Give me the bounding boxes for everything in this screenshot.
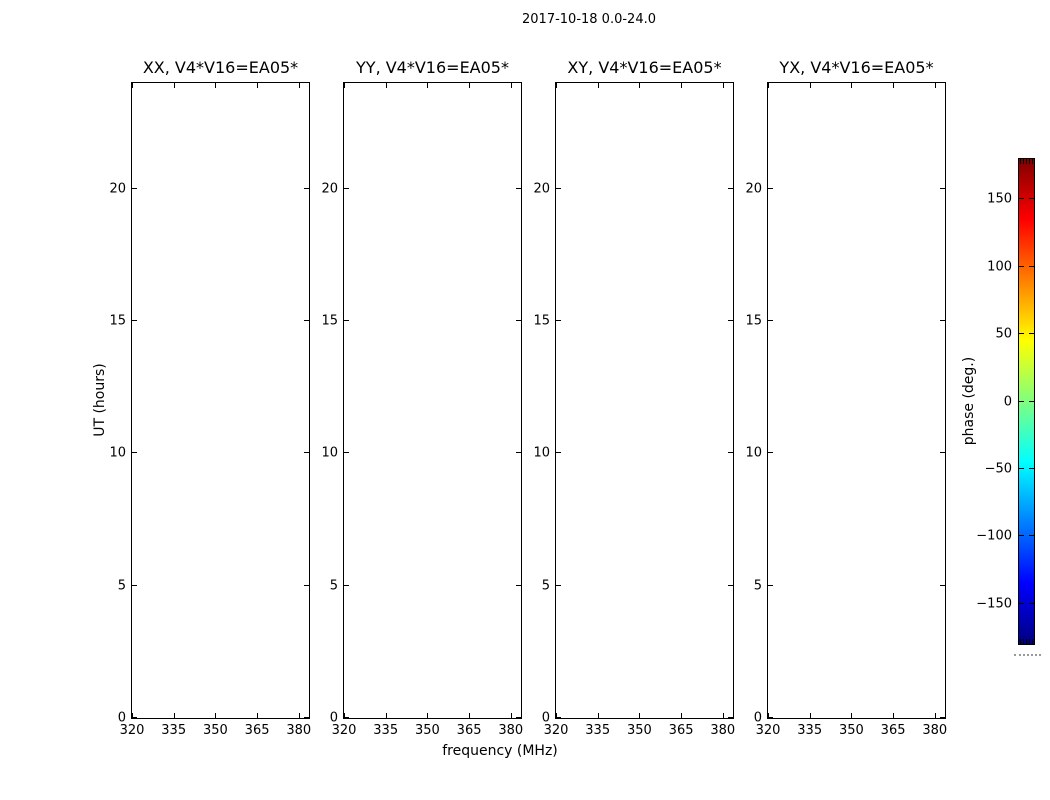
tick-mark	[1019, 333, 1024, 334]
tick-mark	[940, 320, 945, 321]
tick-mark	[556, 585, 561, 586]
tick-mark	[556, 83, 557, 88]
colorbar-tick-label: 50	[995, 326, 1012, 342]
tick-mark	[598, 713, 599, 718]
tick-mark	[132, 717, 137, 718]
tick-mark	[723, 83, 724, 88]
tick-mark	[768, 717, 773, 718]
x-tick-label: 350	[838, 723, 864, 738]
y-tick-label: 10	[321, 445, 338, 461]
colorbar-dotted-line	[1014, 654, 1041, 656]
tick-mark	[1029, 535, 1034, 536]
tick-mark	[768, 83, 769, 88]
x-tick-label: 335	[373, 723, 399, 738]
tick-mark	[940, 452, 945, 453]
tick-mark	[893, 83, 894, 88]
tick-mark	[304, 717, 309, 718]
tick-mark	[469, 83, 470, 88]
tick-mark	[304, 188, 309, 189]
tick-mark	[681, 713, 682, 718]
tick-mark	[1023, 159, 1024, 164]
y-tick-label: 20	[109, 181, 126, 197]
y-tick-label: 15	[109, 313, 126, 329]
tick-mark	[810, 83, 811, 88]
tick-mark	[1029, 639, 1030, 644]
tick-mark	[1019, 401, 1024, 402]
tick-mark	[427, 713, 428, 718]
tick-mark	[344, 585, 349, 586]
subplot-xy-title: XY, V4*V16=EA05*	[567, 58, 722, 77]
x-tick-label: 335	[585, 723, 611, 738]
tick-mark	[556, 717, 561, 718]
tick-mark	[556, 188, 561, 189]
tick-mark	[132, 188, 137, 189]
tick-mark	[1029, 266, 1034, 267]
tick-mark	[132, 320, 137, 321]
y-tick-labels	[745, 83, 945, 726]
tick-mark	[935, 83, 936, 88]
x-axis-label: frequency (MHz)	[442, 743, 558, 759]
tick-mark	[728, 585, 733, 586]
y-tick-label: 5	[541, 578, 550, 594]
x-tick-label: 320	[755, 723, 781, 738]
colorbar-tick-label: 0	[1003, 394, 1012, 409]
x-tick-label: 380	[922, 723, 948, 738]
y-tick-labels	[109, 83, 309, 726]
x-tick-label: 365	[244, 723, 270, 738]
tick-mark	[304, 320, 309, 321]
y-tick-labels	[533, 83, 733, 726]
colorbar-tick-label: 100	[987, 259, 1012, 275]
tick-mark	[728, 188, 733, 189]
tick-mark	[386, 83, 387, 88]
tick-mark	[810, 713, 811, 718]
subplot-yy	[321, 58, 524, 738]
tick-mark	[511, 713, 512, 718]
subplot-xx-title: XX, V4*V16=EA05*	[142, 58, 299, 77]
tick-mark	[768, 452, 773, 453]
y-tick-label: 0	[117, 710, 126, 726]
y-tick-label: 10	[533, 445, 550, 461]
tick-mark	[940, 717, 945, 718]
y-tick-label: 15	[745, 313, 762, 329]
tick-mark	[851, 713, 852, 718]
tick-mark	[516, 452, 521, 453]
x-tick-label: 380	[710, 723, 736, 738]
x-tick-label: 320	[119, 723, 145, 738]
tick-mark	[299, 713, 300, 718]
y-tick-label: 20	[745, 181, 762, 197]
tick-mark	[1019, 535, 1024, 536]
tick-mark	[304, 452, 309, 453]
tick-mark	[681, 83, 682, 88]
x-tick-label: 365	[456, 723, 482, 738]
subplot-xy	[533, 58, 736, 738]
x-tick-label: 350	[414, 723, 440, 738]
tick-mark	[940, 585, 945, 586]
figure-title: 2017-10-18 0.0-24.0	[522, 12, 656, 27]
tick-mark	[556, 320, 561, 321]
tick-mark	[469, 713, 470, 718]
x-tick-labels	[331, 83, 524, 738]
tick-mark	[723, 713, 724, 718]
tick-mark	[257, 713, 258, 718]
y-tick-label: 15	[533, 313, 550, 329]
tick-mark	[1019, 468, 1024, 469]
colorbar-axis-label: phase (deg.)	[961, 356, 977, 446]
tick-mark	[940, 188, 945, 189]
tick-mark	[1019, 266, 1024, 267]
tick-mark	[174, 713, 175, 718]
colorbar-tick-labels	[976, 159, 1034, 644]
x-tick-labels	[119, 83, 312, 738]
tick-mark	[1020, 639, 1021, 644]
colorbar-tick-label: −100	[976, 528, 1012, 544]
tick-mark	[768, 585, 773, 586]
y-tick-label: 5	[329, 578, 338, 594]
tick-mark	[215, 713, 216, 718]
tick-mark	[132, 83, 133, 88]
tick-mark	[639, 713, 640, 718]
tick-mark	[851, 83, 852, 88]
x-tick-label: 365	[880, 723, 906, 738]
colorbar-tick-label: 150	[987, 191, 1012, 207]
y-tick-label: 0	[753, 710, 762, 726]
tick-mark	[893, 713, 894, 718]
x-tick-label: 350	[202, 723, 228, 738]
tick-mark	[344, 320, 349, 321]
x-tick-label: 365	[668, 723, 694, 738]
y-tick-labels	[321, 83, 521, 726]
tick-mark	[344, 717, 349, 718]
tick-mark	[935, 713, 936, 718]
tick-mark	[516, 585, 521, 586]
tick-mark	[1029, 159, 1030, 164]
y-tick-label: 20	[321, 181, 338, 197]
tick-mark	[1032, 639, 1033, 644]
tick-mark	[728, 452, 733, 453]
y-tick-label: 5	[753, 578, 762, 594]
tick-mark	[598, 83, 599, 88]
tick-mark	[344, 452, 349, 453]
y-axis-label: UT (hours)	[92, 363, 108, 437]
x-tick-label: 380	[286, 723, 312, 738]
tick-mark	[516, 320, 521, 321]
tick-mark	[344, 83, 345, 88]
y-tick-label: 10	[109, 445, 126, 461]
tick-mark	[768, 320, 773, 321]
tick-mark	[768, 188, 773, 189]
tick-mark	[728, 320, 733, 321]
colorbar-tick-label: −50	[984, 461, 1012, 477]
x-tick-label: 320	[331, 723, 357, 738]
tick-mark	[257, 83, 258, 88]
tick-mark	[511, 83, 512, 88]
tick-mark	[386, 713, 387, 718]
y-tick-label: 15	[321, 313, 338, 329]
tick-mark	[1029, 468, 1034, 469]
tick-mark	[1020, 159, 1021, 164]
tick-mark	[516, 188, 521, 189]
tick-mark	[1032, 159, 1033, 164]
subplot-xx	[109, 58, 312, 738]
subplot-yx	[745, 58, 948, 738]
tick-mark	[1023, 639, 1024, 644]
tick-mark	[1029, 603, 1034, 604]
tick-mark	[427, 83, 428, 88]
tick-mark	[344, 188, 349, 189]
x-tick-label: 380	[498, 723, 524, 738]
colorbar-tick-label: −150	[976, 596, 1012, 612]
tick-mark	[304, 585, 309, 586]
colorbar-gradient	[976, 158, 1035, 645]
tick-mark	[1029, 198, 1034, 199]
y-tick-label: 20	[533, 181, 550, 197]
tick-mark	[639, 83, 640, 88]
y-tick-label: 0	[329, 710, 338, 726]
x-tick-labels	[755, 83, 948, 738]
y-tick-label: 10	[745, 445, 762, 461]
y-tick-label: 0	[541, 710, 550, 726]
tick-mark	[174, 83, 175, 88]
tick-mark	[516, 717, 521, 718]
tick-mark	[556, 452, 561, 453]
tick-mark	[1029, 401, 1034, 402]
tick-mark	[1026, 639, 1027, 644]
x-tick-label: 335	[797, 723, 823, 738]
tick-mark	[132, 585, 137, 586]
tick-mark	[728, 717, 733, 718]
y-tick-label: 5	[117, 578, 126, 594]
x-tick-label: 320	[543, 723, 569, 738]
tick-mark	[1019, 603, 1024, 604]
x-tick-label: 335	[161, 723, 187, 738]
tick-mark	[1019, 198, 1024, 199]
subplot-yy-title: YY, V4*V16=EA05*	[356, 58, 509, 77]
subplot-yx-title: YX, V4*V16=EA05*	[779, 58, 934, 77]
tick-mark	[299, 83, 300, 88]
tick-mark	[1029, 333, 1034, 334]
tick-mark	[215, 83, 216, 88]
x-tick-label: 350	[626, 723, 652, 738]
tick-mark	[132, 452, 137, 453]
tick-mark	[1026, 159, 1027, 164]
x-tick-labels	[543, 83, 736, 738]
